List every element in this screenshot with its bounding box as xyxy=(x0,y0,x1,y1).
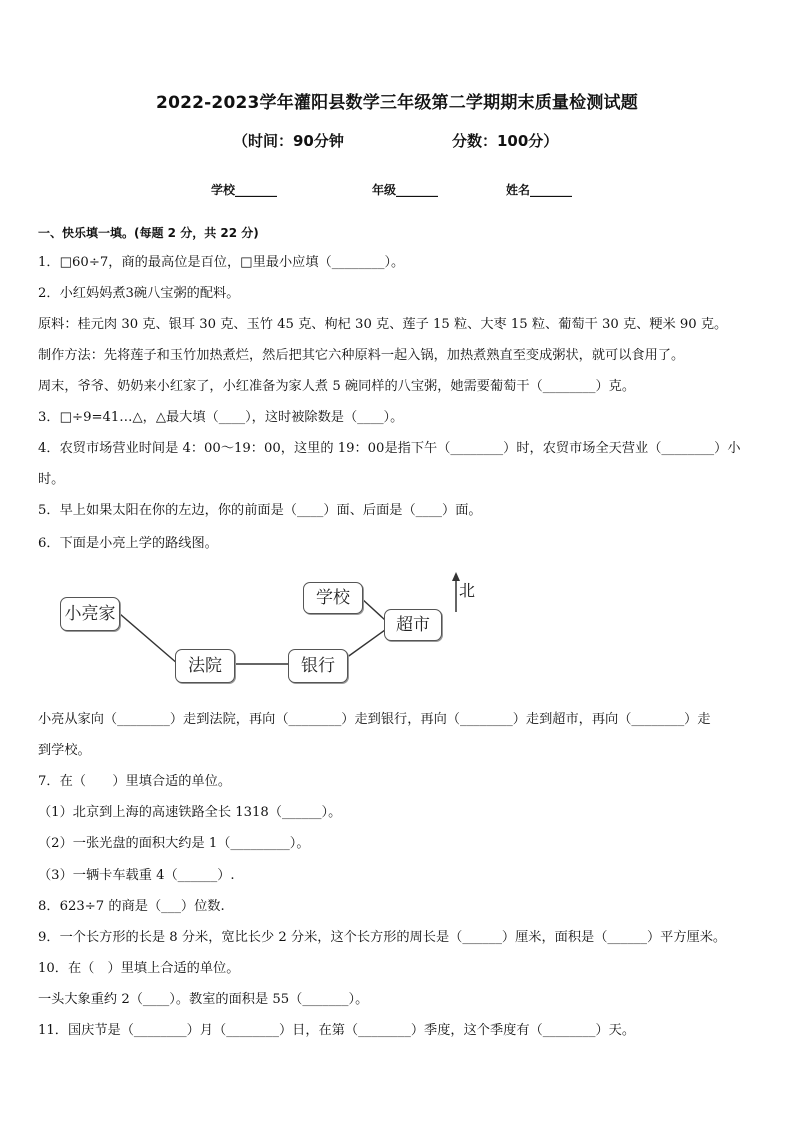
question-10-items: 一头大象重约 2（____）。教室的面积是 55（_______）。 xyxy=(38,992,369,1007)
question-1: 1．□60÷7，商的最高位是百位，□里最小应填（________）。 xyxy=(38,255,405,270)
question-9: 9．一个长方形的长是 8 分米，宽比长少 2 分米，这个长方形的周长是（______）厘米，面积是（______）平方厘米。 xyxy=(38,930,727,945)
question-6-route-cont: 到学校。 xyxy=(38,743,91,758)
question-4: 4．农贸市场营业时间是 4：00～19：00，这里的 19：00是指下午（________）时，农贸市场全天营业（________）小 xyxy=(38,441,741,456)
north-label: 北 xyxy=(459,581,476,600)
question-2-method: 制作方法：先将莲子和玉竹加热煮烂，然后把其它六种原料一起入锅，加热煮熟直至变成粥状，就可以食用了。 xyxy=(38,348,685,363)
line-school-market xyxy=(361,598,385,620)
line-home-court xyxy=(120,614,178,664)
grade-field: 年级_______ xyxy=(372,183,439,197)
school-field: 学校_______ xyxy=(211,183,278,197)
node-bank: 银行 xyxy=(288,649,348,683)
question-7: 7．在（ ）里填合适的单位。 xyxy=(38,774,232,789)
question-7-1: （1）北京到上海的高速铁路全长 1318（______）。 xyxy=(38,805,342,820)
question-7-3: （3）一辆卡车载重 4（______）. xyxy=(38,868,235,883)
question-3: 3．□÷9=41…△，△最大填（____），这时被除数是（____）。 xyxy=(38,410,404,425)
name-field: 姓名_______ xyxy=(506,183,573,197)
question-10: 10．在（ ）里填上合适的单位。 xyxy=(38,961,240,976)
exam-score: 分数：100分） xyxy=(452,132,559,150)
node-home: 小亮家 xyxy=(60,597,120,631)
section-heading: 一、快乐填一填。(每题 2 分，共 22 分) xyxy=(38,226,259,240)
question-5: 5．早上如果太阳在你的左边，你的前面是（____）面、后面是（____）面。 xyxy=(38,503,482,518)
question-4-cont: 时。 xyxy=(38,472,65,487)
question-2-ask: 周末，爷爷、奶奶来小红家了，小红准备为家人煮 5 碗同样的八宝粥，她需要葡萄干（________）克。 xyxy=(38,379,636,394)
question-11: 11．国庆节是（________）月（________）日，在第（________）季度，这个季度有（________）天。 xyxy=(38,1023,636,1038)
line-bank-market xyxy=(346,630,385,658)
node-school: 学校 xyxy=(303,582,363,614)
page-title: 2022-2023学年灌阳县数学三年级第二学期期末质量检测试题 xyxy=(156,93,638,113)
question-7-2: （2）一张光盘的面积大约是 1（_________）。 xyxy=(38,836,310,851)
question-6: 6．下面是小亮上学的路线图。 xyxy=(38,536,218,551)
question-8: 8．623÷7 的商是（___）位数. xyxy=(38,899,225,914)
node-market: 超市 xyxy=(384,609,442,641)
exam-time: （时间：90分钟 xyxy=(233,132,344,150)
node-court: 法院 xyxy=(175,649,235,683)
question-2-ingredients: 原料：桂元肉 30 克、银耳 30 克、玉竹 45 克、枸杞 30 克、莲子 15 粒、大枣 15 粒、葡萄干 30 克、粳米 90 克。 xyxy=(38,317,728,332)
question-2: 2．小红妈妈煮3碗八宝粥的配料。 xyxy=(38,286,240,301)
question-6-route: 小亮从家向（________）走到法院，再向（________）走到银行，再向（________）走到超市，再向（________）走 xyxy=(38,712,711,727)
